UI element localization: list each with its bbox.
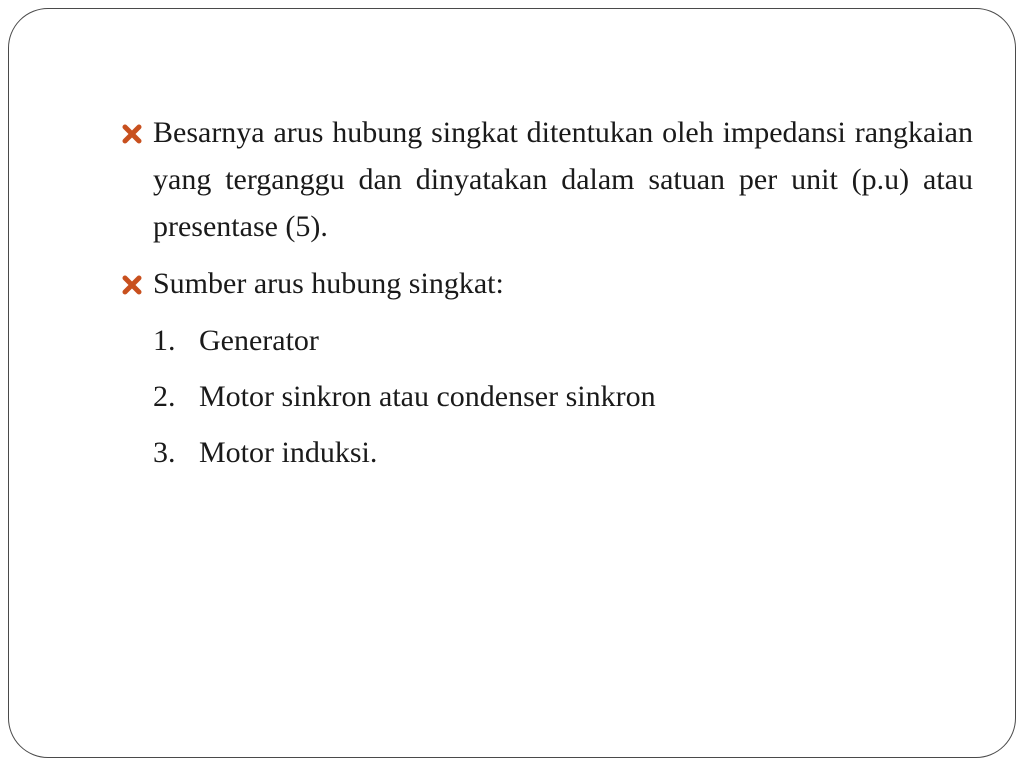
bullet-text: Sumber arus hubung singkat: <box>153 267 504 300</box>
list-number: 3. <box>153 436 176 469</box>
list-text: Generator <box>199 324 319 357</box>
list-number: 1. <box>153 324 176 357</box>
list-item <box>153 373 973 420</box>
x-mark-icon <box>121 274 143 296</box>
x-mark-icon <box>121 123 143 145</box>
bullet-item-impedance <box>121 109 973 250</box>
list-text: Motor induksi. <box>199 436 378 469</box>
slide-content <box>121 109 973 485</box>
slide-frame <box>8 8 1016 758</box>
list-item <box>153 317 973 364</box>
source-list <box>121 317 973 476</box>
list-text: Motor sinkron atau condenser sinkron <box>199 380 656 413</box>
list-number: 2. <box>153 380 176 413</box>
list-item <box>153 429 973 476</box>
bullet-text: Besarnya arus hubung singkat ditentukan oleh impedansi rangkaian yang terganggu dan dinyatakan dalam satuan per unit (p.u) atau presentase (5). <box>153 116 973 243</box>
bullet-item-sources <box>121 260 973 307</box>
